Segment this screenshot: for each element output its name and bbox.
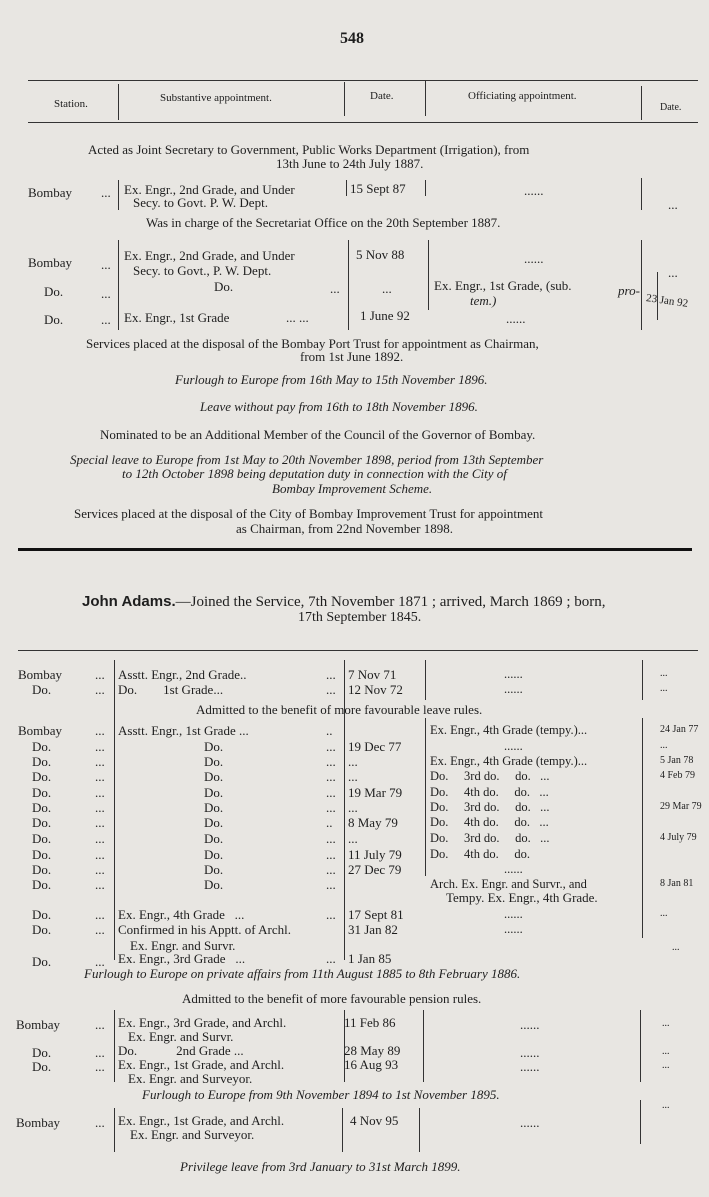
leader-dots: ...: [95, 723, 105, 738]
appointment-cell: Do.: [204, 877, 224, 892]
officiating-cell: Ex. Engr., 4th Grade (tempy.)...: [430, 723, 588, 737]
note-joint-secretary: Acted as Joint Secretary to Government, Public Works Department (Irrigation), from: [88, 142, 530, 157]
appointment-cell-cont: Ex. Engr. and Survr.: [128, 1029, 234, 1044]
station-cell: Do.: [32, 877, 52, 892]
date2-cell: ...: [660, 908, 668, 919]
leader-dots: ...: [326, 951, 336, 966]
officiating-cell: Do. 3rd do. do. ...: [430, 769, 550, 783]
date-cell: ...: [348, 831, 358, 846]
station-cell: Do.: [32, 1045, 52, 1060]
leader-dots: ...: [95, 907, 105, 922]
column-rule-substantive: [114, 1108, 115, 1152]
leader-dots: ...: [326, 847, 336, 862]
col-header-officiating: Officiating appointment.: [468, 90, 577, 102]
officiating-cell: ......: [520, 1045, 540, 1060]
date-cell: 31 Jan 82: [348, 922, 398, 937]
leader-dots: ...: [326, 754, 336, 769]
leader-dots: ...: [95, 1115, 105, 1130]
date-cell: 12 Nov 72: [348, 682, 403, 697]
leader-dots: ...: [95, 769, 105, 784]
appointment-cell-cont: Secy. to Govt., P. W. Dept.: [133, 263, 272, 278]
date-cell: 5 Nov 88: [356, 247, 405, 262]
column-rule-officiating: [423, 1010, 424, 1082]
note-furlough-1894: Furlough to Europe from 9th November 1894 to 1st November 1895.: [142, 1087, 500, 1102]
column-rule: [641, 240, 642, 330]
date-cell: 28 May 89: [344, 1043, 401, 1058]
appointment-cell: Ex. Engr., 3rd Grade, and Archl.: [118, 1015, 287, 1030]
column-rule: [641, 178, 642, 210]
column-rule-officiating: [425, 718, 426, 876]
date-cell: ...: [382, 281, 392, 296]
station-cell: Do.: [32, 907, 52, 922]
note-pension-rules: Admitted to the benefit of more favourable pension rules.: [182, 991, 482, 1006]
appointment-cell: Do.: [214, 279, 234, 294]
officer-heading: [82, 594, 606, 611]
officiating-cell-cont: tem.): [470, 293, 497, 308]
appointment-cell: Ex. Engr., 1st Grade, and Archl.: [118, 1113, 285, 1128]
leader-dots: ...: [326, 667, 336, 682]
appointment-cell: Do.: [204, 739, 224, 754]
col-header-station: Station.: [54, 98, 88, 110]
officer-intro-cont: 17th September 1845.: [298, 610, 422, 625]
note-furlough-1885: Furlough to Europe on private affairs from 11th August 1885 to 8th February 1886.: [84, 966, 521, 981]
station-cell: Do.: [32, 954, 52, 969]
officiating-cell-italic: pro-: [618, 283, 640, 298]
officiating-cell: ......: [504, 739, 523, 753]
leader-dots: ... ...: [286, 310, 309, 325]
leader-dots: ...: [326, 877, 336, 892]
officiating-cell: ......: [504, 682, 523, 696]
date2-cell: 23 Jan 92: [645, 292, 689, 310]
date-cell: ...: [348, 769, 358, 784]
station-cell: Do.: [32, 739, 52, 754]
column-rule: [425, 180, 426, 196]
appointment-cell: Do.: [204, 769, 224, 784]
column-rule-date2: [640, 1010, 641, 1082]
appointment-cell-cont: Secy. to Govt. P. W. Dept.: [133, 195, 268, 210]
date2-cell: ...: [660, 683, 668, 694]
officiating-cell: Do. 4th do. do. ...: [430, 815, 549, 829]
date2-cell: ...: [668, 197, 678, 212]
officer-intro: —Joined the Service, 7th November 1871 ; arrived, March 1869 ; born,: [175, 594, 606, 610]
date2-cell: ...: [672, 942, 680, 953]
leader-dots: ...: [95, 739, 105, 754]
appointment-cell: Do.: [204, 831, 224, 846]
officiating-cell: Do. 4th do. do.: [430, 847, 530, 861]
leader-dots: ...: [95, 922, 105, 937]
appointment-cell: Do.: [204, 785, 224, 800]
note-joint-secretary-cont: 13th June to 24th July 1887.: [276, 156, 424, 171]
date-cell: 19 Mar 79: [348, 785, 403, 800]
appointment-cell-cont: Ex. Engr. and Surveyor.: [130, 1127, 255, 1142]
note-privilege-leave: Privilege leave from 3rd January to 31st March 1899.: [180, 1159, 461, 1174]
appointment-cell: Ex. Engr., 4th Grade ...: [118, 907, 245, 922]
leader-dots: ...: [95, 954, 105, 969]
date-cell: 1 June 92: [360, 308, 410, 323]
date-cell: 17 Sept 81: [348, 907, 404, 922]
officiating-cell: ......: [524, 183, 544, 198]
station-cell: Do.: [32, 800, 52, 815]
note-special-leave: Special leave to Europe from 1st May to 20th November 1898, period from 13th September: [70, 452, 544, 467]
leader-dots: ...: [326, 831, 336, 846]
date2-cell: ...: [668, 265, 678, 280]
appointment-cell: Ex. Engr., 1st Grade, and Archl.: [118, 1057, 285, 1072]
date-cell: 16 Aug 93: [344, 1057, 399, 1072]
header-divider: [425, 80, 426, 116]
note-port-trust: Services placed at the disposal of the Bombay Port Trust for appointment as Chairman,: [86, 336, 539, 351]
column-rule-officiating: [425, 660, 426, 700]
note-improvement-trust: Services placed at the disposal of the City of Bombay Improvement Trust for appointment: [74, 506, 544, 521]
appointment-cell: Do.: [204, 862, 224, 877]
note-leave-rules: Admitted to the benefit of more favourable leave rules.: [196, 702, 483, 717]
leader-dots: ...: [95, 877, 105, 892]
date2-cell: 24 Jan 77: [660, 724, 699, 735]
leader-dots: ...: [330, 281, 340, 296]
leader-dots: ...: [95, 815, 105, 830]
header-divider: [641, 86, 642, 120]
leader-dots: ...: [326, 800, 336, 815]
officiating-cell: Ex. Engr., 1st Grade, (sub.: [434, 278, 572, 293]
station-cell: Do.: [32, 1059, 52, 1074]
date2-cell: ...: [662, 1100, 670, 1111]
column-rule-officiating: [419, 1108, 420, 1152]
officiating-cell-cont: Tempy. Ex. Engr., 4th Grade.: [446, 890, 598, 905]
leader-dots: ...: [326, 785, 336, 800]
leader-dots: ...: [95, 1059, 105, 1074]
station-cell: Do.: [32, 769, 52, 784]
date2-cell: 29 Mar 79: [660, 801, 702, 812]
station-cell: Do.: [44, 312, 64, 327]
date2-cell: ...: [662, 1046, 670, 1057]
leader-dots: ...: [326, 862, 336, 877]
officiating-cell: ......: [506, 311, 526, 326]
column-rule: [118, 240, 119, 330]
leader-dots: ...: [326, 769, 336, 784]
column-rule: [346, 180, 347, 196]
table-top-rule: [18, 650, 698, 651]
leader-dots: ...: [95, 1045, 105, 1060]
officiating-cell: ......: [520, 1059, 540, 1074]
page-number: 548: [340, 30, 364, 47]
appointment-cell: Confirmed in his Apptt. of Archl.: [118, 922, 291, 937]
station-cell: Do.: [32, 862, 52, 877]
header-top-rule: [28, 80, 698, 81]
appointment-cell: Asstt. Engr., 1st Grade ...: [118, 723, 249, 738]
header-divider: [344, 82, 345, 116]
column-rule-date2: [642, 718, 643, 938]
column-rule-date: [342, 1108, 343, 1152]
leader-dots: ...: [95, 785, 105, 800]
col-header-date: Date.: [370, 90, 394, 102]
leader-dots: ...: [326, 739, 336, 754]
appointment-cell-cont: Ex. Engr. and Survr.: [130, 938, 236, 953]
officiating-cell: Arch. Ex. Engr. and Survr., and: [430, 877, 587, 891]
officiating-cell: ......: [504, 862, 523, 876]
appointment-cell-cont: Ex. Engr. and Surveyor.: [128, 1071, 253, 1086]
officiating-cell: Ex. Engr., 4th Grade (tempy.)...: [430, 754, 588, 768]
appointment-cell: Ex. Engr., 2nd Grade, and Under: [124, 248, 295, 263]
date-cell: 11 Feb 86: [344, 1015, 396, 1030]
leader-dots: ...: [95, 667, 105, 682]
appointment-cell: Asstt. Engr., 2nd Grade..: [118, 667, 247, 682]
appointment-cell: Do.: [204, 754, 224, 769]
officiating-cell: Do. 4th do. do. ...: [430, 785, 549, 799]
note-secretariat-office: Was in charge of the Secretariat Office on the 20th September 1887.: [146, 215, 501, 230]
column-rule-substantive: [114, 660, 115, 960]
date-cell: 11 July 79: [348, 847, 402, 862]
leader-dots: ...: [326, 907, 336, 922]
date-cell: 8 May 79: [348, 815, 398, 830]
officer-name: John Adams.: [82, 593, 176, 610]
note-improvement-trust-cont: as Chairman, from 22nd November 1898.: [236, 521, 453, 536]
header-bottom-rule: [28, 122, 698, 123]
note-special-leave-cont2: Bombay Improvement Scheme.: [272, 481, 433, 496]
station-cell: Do.: [32, 815, 52, 830]
appointment-cell: Ex. Engr., 3rd Grade ...: [118, 951, 246, 966]
leader-dots: ...: [101, 286, 111, 301]
station-cell: Bombay: [18, 723, 63, 738]
appointment-cell: Do.: [204, 847, 224, 862]
leader-dots: ...: [101, 185, 111, 200]
header-divider: [118, 84, 119, 120]
date-cell: 19 Dec 77: [348, 739, 402, 754]
date2-cell: 4 July 79: [660, 832, 697, 843]
station-cell: Do.: [32, 831, 52, 846]
station-cell: Bombay: [28, 255, 73, 270]
leader-dots: ...: [95, 1017, 105, 1032]
appointment-cell: Do. 2nd Grade ...: [118, 1043, 244, 1058]
appointment-cell: Ex. Engr., 2nd Grade, and Under: [124, 182, 295, 197]
date-cell: 7 Nov 71: [348, 667, 397, 682]
leader-dots: ...: [101, 312, 111, 327]
date-cell: 15 Sept 87: [350, 181, 406, 196]
note-special-leave-cont: to 12th October 1898 being deputation duty in connection with the City of: [122, 466, 507, 481]
station-cell: Do.: [32, 922, 52, 937]
note-furlough-1896: Furlough to Europe from 16th May to 15th November 1896.: [175, 372, 488, 387]
date2-cell: ...: [662, 1018, 670, 1029]
appointment-cell: Do.: [204, 800, 224, 815]
station-cell: Bombay: [16, 1017, 61, 1032]
leader-dots: ...: [95, 862, 105, 877]
officiating-cell: ......: [520, 1115, 540, 1130]
officiating-cell: Do. 3rd do. do. ...: [430, 800, 550, 814]
station-cell: Do.: [32, 682, 52, 697]
appointment-cell: Do. 1st Grade...: [118, 682, 224, 697]
date2-cell: 4 Feb 79: [660, 770, 695, 781]
date-cell: 1 Jan 85: [348, 951, 392, 966]
officiating-cell: ......: [524, 251, 544, 266]
col-header-substantive: Substantive appointment.: [160, 92, 272, 104]
date2-cell: ...: [660, 668, 668, 679]
leader-dots: ...: [95, 682, 105, 697]
appointment-cell: Do.: [204, 815, 224, 830]
leader-dots: ...: [95, 831, 105, 846]
station-cell: Do.: [32, 754, 52, 769]
column-rule-date2: [642, 660, 643, 700]
note-port-trust-cont: from 1st June 1892.: [300, 349, 404, 364]
column-rule: [348, 240, 349, 330]
date-cell: ...: [348, 800, 358, 815]
officiating-cell: ......: [520, 1017, 540, 1032]
leader-dots: ...: [101, 257, 111, 272]
column-rule-substantive: [114, 1010, 115, 1082]
col-header-date2: Date.: [660, 102, 682, 113]
officiating-cell: Do. 3rd do. do. ...: [430, 831, 550, 845]
note-council-member: Nominated to be an Additional Member of the Council of the Governor of Bombay.: [100, 427, 536, 442]
station-cell: Do.: [32, 847, 52, 862]
leader-dots: ...: [326, 682, 336, 697]
date2-cell: ...: [660, 740, 668, 751]
leader-dots: ...: [95, 847, 105, 862]
appointment-cell: Ex. Engr., 1st Grade: [124, 310, 230, 325]
date2-cell: 8 Jan 81: [660, 878, 694, 889]
station-cell: Bombay: [16, 1115, 61, 1130]
date2-cell: 5 Jan 78: [660, 755, 694, 766]
leader-dots: ..: [326, 723, 333, 738]
station-cell: Do.: [32, 785, 52, 800]
date-cell: 4 Nov 95: [350, 1113, 399, 1128]
column-rule-date2: [640, 1100, 641, 1144]
section-divider: [18, 548, 692, 551]
date2-cell: ...: [662, 1060, 670, 1071]
officiating-cell: ......: [504, 667, 523, 681]
station-cell: Bombay: [28, 185, 73, 200]
officiating-cell: ......: [504, 907, 523, 921]
column-rule: [428, 240, 429, 310]
column-rule: [118, 180, 119, 210]
officiating-cell: ......: [504, 922, 523, 936]
date-cell: ...: [348, 754, 358, 769]
leader-dots: ...: [95, 800, 105, 815]
leader-dots: ..: [326, 815, 333, 830]
station-cell: Do.: [44, 284, 64, 299]
leader-dots: ...: [95, 754, 105, 769]
note-leave-without-pay: Leave without pay from 16th to 18th November 1896.: [200, 399, 478, 414]
date-cell: 27 Dec 79: [348, 862, 402, 877]
station-cell: Bombay: [18, 667, 63, 682]
